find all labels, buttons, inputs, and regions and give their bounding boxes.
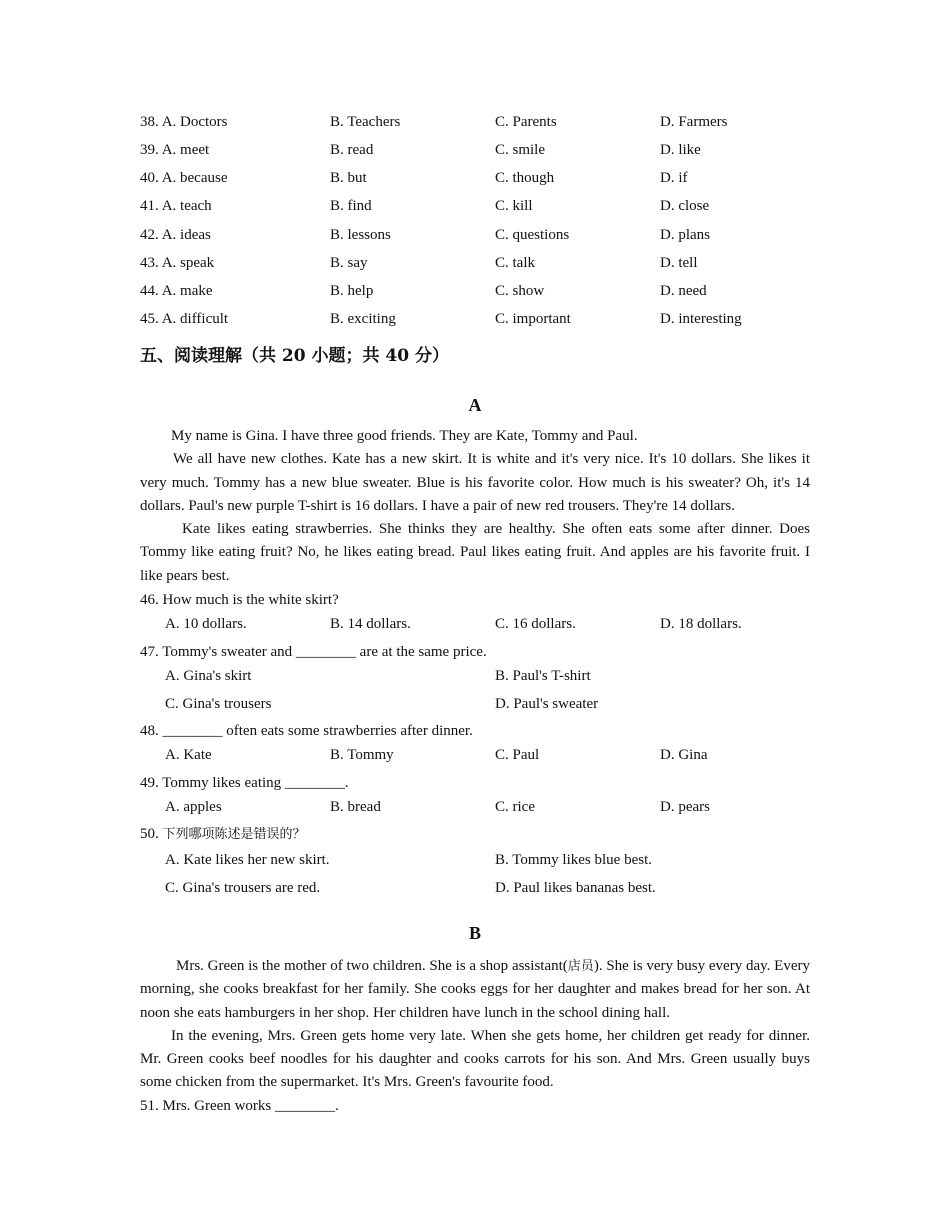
option-b: B. Tommy — [330, 747, 394, 763]
cloze-row-41 — [140, 196, 810, 216]
option-a: A. Gina's skirt — [165, 668, 252, 684]
option-b: B. Paul's T-shirt — [495, 668, 591, 684]
option-b: B. exciting — [330, 311, 396, 327]
option-b: B. 14 dollars. — [330, 616, 411, 632]
option-a: 38. A. Doctors — [140, 114, 228, 130]
option-b: B. say — [330, 255, 368, 271]
paragraph: Kate likes eating strawberries. She thinks they are healthy. She often eats some after dinner. Does Tommy like eating fruit? No, he likes eating bread. Paul likes eating fruit. And apples are his favorite fruit. I like pears best. — [140, 521, 810, 584]
option-b: B. Tommy likes blue best. — [495, 852, 653, 868]
option-d: D. pears — [660, 799, 710, 815]
option-d: D. if — [660, 170, 688, 186]
question-50-options-row2 — [140, 878, 810, 898]
option-d: D. 18 dollars. — [660, 616, 742, 632]
question-46-stem: 46. How much is the white skirt? — [140, 592, 339, 608]
option-c: C. Paul — [495, 747, 540, 763]
passage-b-text — [140, 955, 810, 1095]
paragraph: We all have new clothes. Kate has a new skirt. It is white and it's very nice. It's 10 dollars. She likes it very much. Tommy has a new blue sweater. Blue is his favorite color. How much is his sweater? Oh, it's 14 dollars. Paul's new purple T-shirt is 16 dollars. I have a pair of new red trousers. They're 14 dollars. — [140, 451, 810, 514]
option-a: 39. A. meet — [140, 142, 210, 158]
option-a: 45. A. difficult — [140, 311, 229, 327]
option-b: B. but — [330, 170, 367, 186]
option-d: D. need — [660, 283, 707, 299]
cloze-row-44 — [140, 281, 810, 301]
paragraph: Mrs. Green is the mother of two children. She is a shop assistant(店员). She is very busy every day. Every morning, she cooks breakfast for her family. She cooks eggs for her daughter and makes bread for her son. At noon she eats hamburgers in her shop. Her children have lunch in the school dining hall. — [140, 958, 810, 1021]
cloze-row-38 — [140, 112, 810, 132]
option-d: D. Farmers — [660, 114, 728, 130]
option-c: C. smile — [495, 142, 546, 158]
passage-b-heading: B — [468, 923, 481, 943]
cloze-row-39 — [140, 140, 810, 160]
option-a: A. Kate — [165, 747, 212, 763]
question-50-stem: 50. 下列哪项陈述是错误的？ — [140, 826, 306, 842]
option-b: B. bread — [330, 799, 381, 815]
question-51-stem: 51. Mrs. Green works ________. — [140, 1098, 339, 1114]
question-47-options-row1 — [140, 666, 810, 686]
option-a: A. Kate likes her new skirt. — [165, 852, 330, 868]
option-a: A. apples — [165, 799, 222, 815]
question-48-stem: 48. ________ often eats some strawberries after dinner. — [140, 723, 473, 739]
cloze-row-45 — [140, 309, 810, 329]
option-d: D. plans — [660, 227, 710, 243]
option-c: C. questions — [495, 227, 570, 243]
cloze-row-42 — [140, 225, 810, 245]
question-48-options — [140, 745, 810, 765]
option-b: B. find — [330, 198, 372, 214]
option-b: B. help — [330, 283, 374, 299]
cloze-row-40 — [140, 168, 810, 188]
cloze-row-43 — [140, 253, 810, 273]
question-49-stem: 49. Tommy likes eating ________. — [140, 775, 349, 791]
passage-a-heading: A — [468, 395, 482, 415]
option-d: D. tell — [660, 255, 698, 271]
option-c: C. though — [495, 170, 555, 186]
option-b: B. read — [330, 142, 374, 158]
option-a: 42. A. ideas — [140, 227, 211, 243]
option-a: 40. A. because — [140, 170, 228, 186]
option-c: C. Gina's trousers — [165, 696, 272, 712]
passage-a-text — [140, 425, 810, 588]
question-47-options-row2 — [140, 694, 810, 714]
option-c: C. Gina's trousers are red. — [165, 880, 321, 896]
paragraph: My name is Gina. I have three good friends. They are Kate, Tommy and Paul. — [171, 428, 638, 444]
option-b: B. lessons — [330, 227, 391, 243]
option-d: D. Gina — [660, 747, 708, 763]
option-a: A. 10 dollars. — [165, 616, 247, 632]
option-d: D. close — [660, 198, 710, 214]
option-b: B. Teachers — [330, 114, 401, 130]
option-c: C. talk — [495, 255, 535, 271]
option-a: 43. A. speak — [140, 255, 215, 271]
question-50-options-row1 — [140, 850, 810, 870]
option-d: D. interesting — [660, 311, 742, 327]
option-c: C. rice — [495, 799, 535, 815]
question-46-options — [140, 614, 810, 634]
option-a: 41. A. teach — [140, 198, 212, 214]
option-c: C. 16 dollars. — [495, 616, 576, 632]
option-c: C. important — [495, 311, 571, 327]
question-47-stem: 47. Tommy's sweater and ________ are at the same price. — [140, 644, 487, 660]
paragraph: In the evening, Mrs. Green gets home very late. When she gets home, her children get ready for dinner. Mr. Green cooks beef noodles for his daughter and cooks carrots for his son. And Mrs. Green usually buys some chicken from the supermarket. It's Mrs. Green's favourite food. — [140, 1027, 810, 1091]
section-title: 五、阅读理解（共 20 小题；共 40 分） — [140, 346, 449, 366]
option-d: D. Paul's sweater — [495, 696, 599, 712]
option-d: D. Paul likes bananas best. — [495, 880, 656, 896]
option-a: 44. A. make — [140, 283, 213, 299]
option-c: C. show — [495, 283, 545, 299]
question-49-options — [140, 797, 810, 817]
option-c: C. Parents — [495, 114, 557, 130]
option-d: D. like — [660, 142, 701, 158]
option-c: C. kill — [495, 198, 533, 214]
